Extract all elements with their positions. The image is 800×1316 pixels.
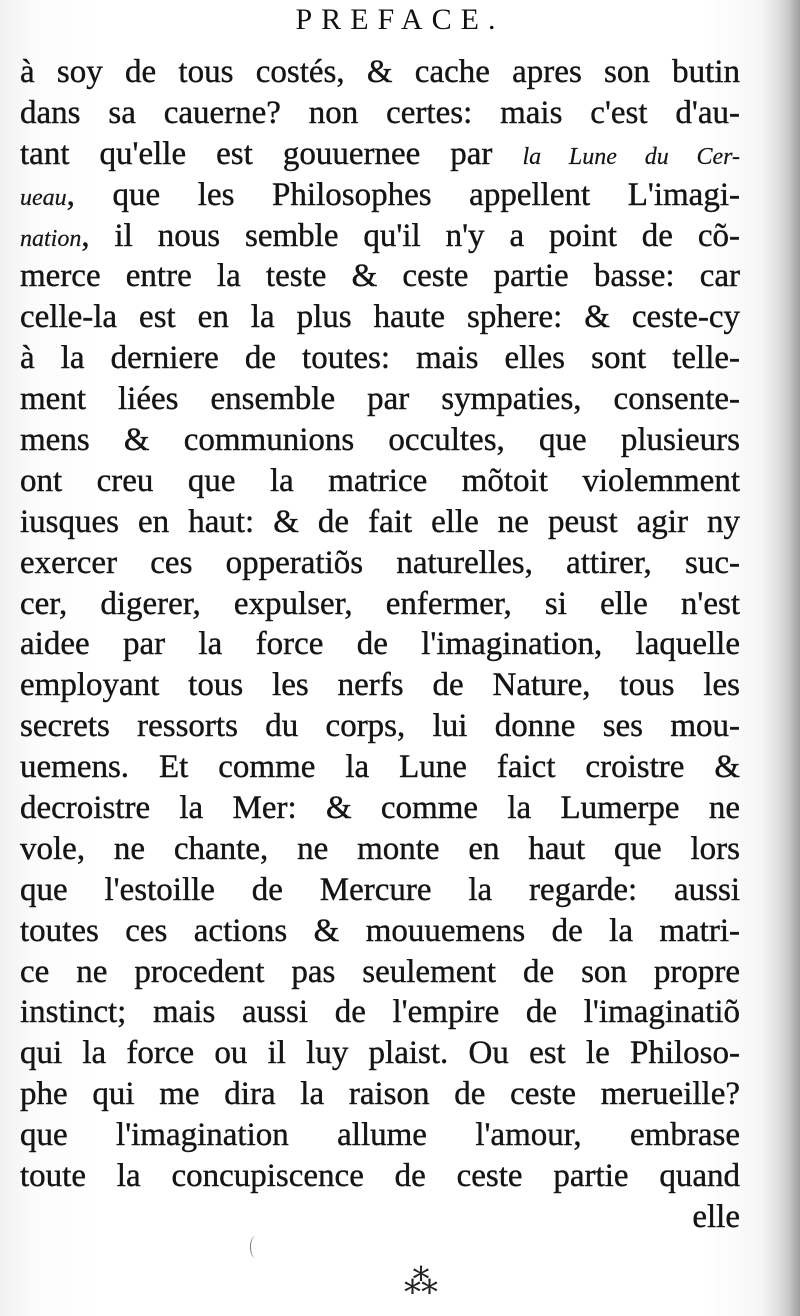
text-run: decroistre la Mer: & comme la Lumerpe ne [20, 790, 740, 827]
text-line [20, 175, 740, 216]
text-run: toutes ces actions & mouuemens de la matri- [20, 912, 740, 949]
text-run: que l'imagination allume l'amour, embrase [20, 1117, 740, 1154]
body-text [20, 52, 740, 1238]
text-line [20, 543, 740, 584]
catchword: elle [692, 1198, 740, 1235]
text-run: à soy de tous costés, & cache apres son butin [20, 54, 740, 90]
text-run: iusques en haut: & de fait elle ne peust agir ny [20, 503, 740, 540]
text-run: exercer ces opperatiõs naturelles, attirer, suc- [20, 544, 740, 581]
text-line [20, 1156, 740, 1197]
text-run: cer, digerer, expulser, enfermer, si elle n'est [20, 585, 740, 622]
text-run: phe qui me dira la raison de ceste merueille? [20, 1076, 740, 1113]
text-line [20, 992, 740, 1033]
text-line [20, 256, 740, 297]
text-run: secrets ressorts du corps, lui donne ses mou- [20, 708, 740, 745]
text-line [20, 297, 740, 338]
text-line [20, 624, 740, 665]
text-run: ment liées ensemble par sympaties, consente- [20, 381, 740, 418]
text-line [20, 1115, 740, 1156]
text-run: celle-la est en la plus haute sphere: & ceste-cy [20, 299, 740, 336]
text-line [20, 502, 740, 543]
text-line [20, 1074, 740, 1115]
text-line [20, 870, 740, 911]
text-line [20, 788, 740, 829]
text-line [20, 338, 740, 379]
text-run: aidee par la force de l'imagination, laquelle [20, 626, 740, 663]
text-line [20, 706, 740, 747]
running-head: PREFACE. [295, 3, 505, 36]
text-line [20, 952, 740, 993]
stray-ink-mark [250, 1236, 261, 1258]
text-line [20, 216, 740, 257]
text-line [20, 379, 740, 420]
italic-run: la Lune du Cer- [522, 143, 740, 170]
text-run: tant qu'elle est gouuernee par [20, 135, 523, 172]
italic-run: ueau [20, 184, 67, 211]
text-line [20, 829, 740, 870]
text-line [20, 93, 740, 134]
text-run: qui la force ou il luy plaist. Ou est le Philoso- [20, 1035, 740, 1072]
text-line [20, 665, 740, 706]
text-run: mens & communions occultes, que plusieurs [20, 422, 740, 459]
ornament-mark: ⁂ [404, 1262, 438, 1302]
text-run: dans sa cauerne? non certes: mais c'est d'au- [20, 94, 740, 131]
text-line [20, 461, 740, 502]
text-line [20, 911, 740, 952]
text-run: toute la concupiscence de ceste partie quand [20, 1158, 740, 1195]
text-run: uemens. Et comme la Lune faict croistre & [20, 749, 740, 786]
text-line [20, 584, 740, 625]
text-run: , il nous semble qu'il n'y a point de cõ- [81, 217, 740, 254]
text-line [20, 52, 740, 93]
text-run: merce entre la teste & ceste partie basse: car [20, 258, 740, 295]
text-run: , que les Philosophes appellent L'imagi- [66, 176, 740, 213]
text-run: que l'estoille de Mercure la regarde: aussi [20, 871, 740, 908]
text-line [20, 1033, 740, 1074]
gutter-shadow [760, 0, 800, 1316]
text-line [20, 420, 740, 461]
text-line [20, 134, 740, 175]
text-run: employant tous les nerfs de Nature, tous les [20, 667, 740, 704]
text-run: ont creu que la matrice mõtoit violemment [20, 462, 740, 499]
italic-run: nation [20, 225, 82, 252]
text-line [20, 747, 740, 788]
text-run: instinct; mais aussi de l'empire de l'imaginatiõ [20, 994, 740, 1031]
text-run: vole, ne chante, ne monte en haut que lors [20, 830, 740, 867]
text-run: ce ne procedent pas seulement de son propre [20, 953, 740, 990]
text-run: à la derniere de toutes: mais elles sont telle- [20, 340, 740, 377]
